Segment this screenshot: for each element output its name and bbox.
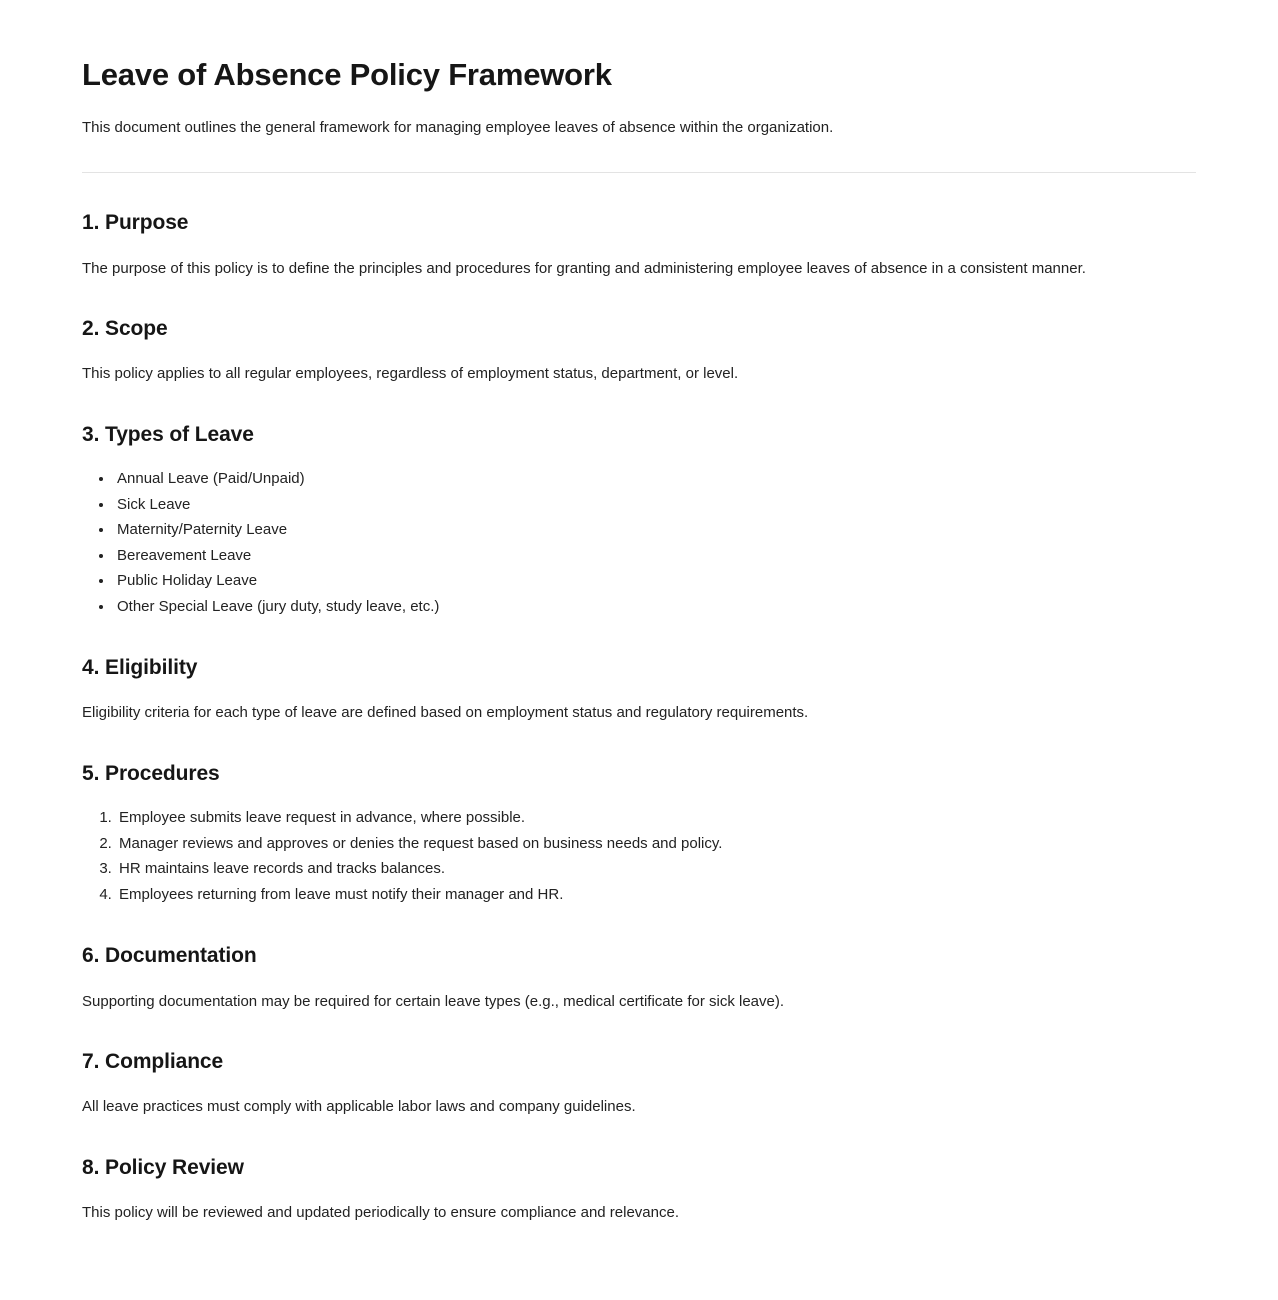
leave-types-list bbox=[82, 466, 1196, 619]
list-item: 3. HR maintains leave records and tracks balances. bbox=[116, 856, 1196, 882]
section-purpose bbox=[82, 209, 1196, 280]
section-types-of-leave bbox=[82, 421, 1196, 619]
section-heading-compliance: 7. Compliance bbox=[82, 1050, 224, 1074]
section-heading-purpose: 1. Purpose bbox=[82, 211, 189, 235]
document-subtitle: This document outlines the general framework for managing employee leaves of absence within the organization. bbox=[82, 118, 834, 136]
list-item: • Other Special Leave (jury duty, study leave, etc.) bbox=[114, 594, 1196, 620]
section-heading-eligibility: 4. Eligibility bbox=[82, 656, 198, 680]
section-body-documentation: Supporting documentation may be required for certain leave types (e.g., medical certificate for sick leave). bbox=[82, 992, 785, 1010]
section-heading-procedures: 5. Procedures bbox=[82, 761, 220, 785]
section-policy-review bbox=[82, 1154, 1196, 1225]
list-item: 2. Manager reviews and approves or denies the request based on business needs and policy. bbox=[116, 831, 1196, 857]
section-heading-policy-review: 8. Policy Review bbox=[82, 1155, 244, 1179]
list-item: • Annual Leave (Paid/Unpaid) bbox=[114, 466, 1196, 492]
section-scope bbox=[82, 315, 1196, 386]
section-body-purpose: The purpose of this policy is to define the principles and procedures for granting and administering employee leaves of absence in a consistent manner. bbox=[82, 259, 1086, 277]
list-item: • Sick Leave bbox=[114, 492, 1196, 518]
section-body-policy-review: This policy will be reviewed and updated periodically to ensure compliance and relevance. bbox=[82, 1204, 680, 1222]
section-documentation bbox=[82, 942, 1196, 1013]
list-item: 1. Employee submits leave request in advance, where possible. bbox=[116, 805, 1196, 831]
section-compliance bbox=[82, 1048, 1196, 1119]
section-body-compliance: All leave practices must comply with applicable labor laws and company guidelines. bbox=[82, 1098, 636, 1116]
list-item: • Bereavement Leave bbox=[114, 543, 1196, 569]
section-procedures bbox=[82, 760, 1196, 907]
section-body-scope: This policy applies to all regular employees, regardless of employment status, department, or level. bbox=[82, 365, 739, 383]
list-item: 4. Employees returning from leave must notify their manager and HR. bbox=[116, 882, 1196, 908]
section-heading-types-of-leave: 3. Types of Leave bbox=[82, 422, 254, 446]
list-item: • Maternity/Paternity Leave bbox=[114, 517, 1196, 543]
section-eligibility bbox=[82, 654, 1196, 725]
section-heading-scope: 2. Scope bbox=[82, 317, 168, 341]
section-body-eligibility: Eligibility criteria for each type of leave are defined based on employment status and regulatory requirements. bbox=[82, 704, 809, 722]
section-heading-documentation: 6. Documentation bbox=[82, 944, 257, 968]
list-item: • Public Holiday Leave bbox=[114, 568, 1196, 594]
procedures-list bbox=[82, 805, 1196, 907]
page-title: Leave of Absence Policy Framework bbox=[82, 57, 612, 92]
header-divider bbox=[82, 172, 1196, 173]
